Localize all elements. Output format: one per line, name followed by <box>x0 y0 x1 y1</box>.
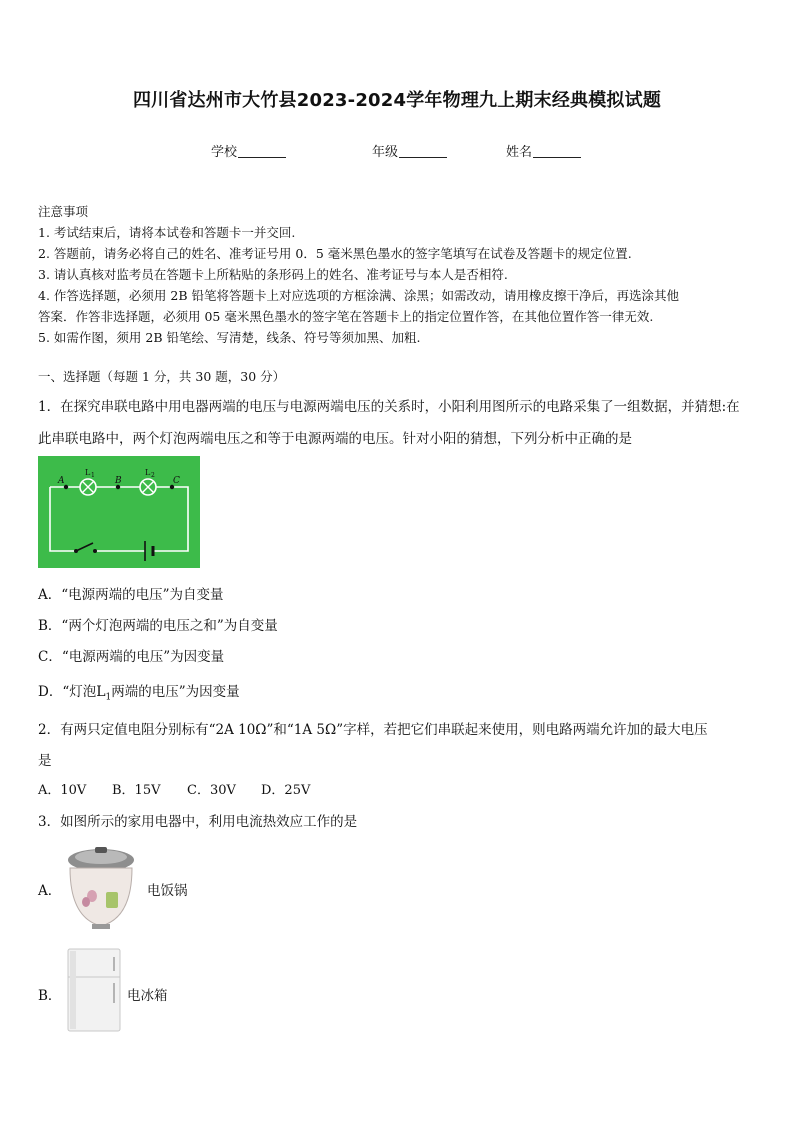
page-title: 四川省达州市大竹县2023-2024学年物理九上期末经典模拟试题 <box>132 90 662 111</box>
q1-option-d[interactable] <box>38 680 240 703</box>
circuit-diagram <box>38 456 200 568</box>
note-item: 2. 答题前，请务必将自己的姓名、准考证号用 0．5 毫米黑色墨水的签字笔填写在试卷及答题卡的规定位置. <box>38 246 632 261</box>
point-a-label: A <box>58 476 65 486</box>
grade-field <box>372 141 447 160</box>
q1-option-d-symbol: L <box>96 684 106 700</box>
name-field <box>506 141 581 160</box>
rice-cooker-base <box>92 924 110 929</box>
rice-cooker-icon[interactable] <box>62 842 140 932</box>
q2-option-d[interactable]: D．25V <box>261 783 311 798</box>
note-item: 4. 作答选择题，必须用 2B 铅笔将答题卡上对应选项的方框涂满、涂黑；如需改动，请用橡皮擦干净后，再选涂其他 <box>38 288 679 303</box>
q1-option-d-subscript: 1 <box>105 692 112 703</box>
lamp2-subscript: 2 <box>151 472 155 479</box>
q1-text-line2: 此串联电路中，两个灯泡两端电压之和等于电源两端的电压。针对小阳的猜想，下列分析中正确的是 <box>38 431 632 447</box>
lamp1-label: L <box>85 468 91 477</box>
q1-option-c[interactable]: C．“电源两端的电压”为因变量 <box>38 649 225 665</box>
point-c-label: C <box>173 476 180 486</box>
name-label: 姓名 <box>506 145 533 160</box>
school-field <box>211 141 286 160</box>
note-item: 5. 如需作图，须用 2B 铅笔绘、写清楚，线条、符号等须加黑、加粗. <box>38 330 421 345</box>
q3-option-a-key[interactable]: A． <box>38 883 62 899</box>
rice-cooker-flower <box>82 897 90 907</box>
q3-option-b-label: 电冰箱 <box>127 988 168 1004</box>
q2-text-line1: 2．有两只定值电阻分别标有“2A 10Ω”和“1A 5Ω”字样，若把它们串联起来使用，则电路两端允许加的最大电压 <box>38 722 708 738</box>
notes-block <box>38 201 758 348</box>
note-item: 答案．作答非选择题，必须用 05 毫米黑色墨水的签字笔在答题卡上的指定位置作答，在其他位置作答一律无效. <box>38 309 654 324</box>
point-b-label: B <box>115 476 122 486</box>
school-blank[interactable] <box>238 145 286 158</box>
rice-cooker-panel <box>106 892 118 908</box>
rice-cooker-body <box>70 868 132 926</box>
name-blank[interactable] <box>533 145 581 158</box>
grade-label: 年级 <box>372 145 399 160</box>
school-label: 学校 <box>211 145 238 160</box>
q2-option-b[interactable]: B．15V <box>112 783 161 798</box>
section-heading: 一、选择题（每题 1 分，共 30 题，30 分） <box>38 369 286 384</box>
refrigerator-icon[interactable] <box>66 947 122 1033</box>
q3-option-a-label: 电饭锅 <box>147 883 188 899</box>
lamp2-label: L <box>145 468 151 477</box>
q2-option-a[interactable]: A．10V <box>38 783 87 798</box>
q1-text-line1: 1．在探究串联电路中用电器两端的电压与电源两端电压的关系时，小阳利用图所示的电路采集了一组数据，并猜想:在 <box>38 399 740 415</box>
q2-text-line2: 是 <box>38 753 52 769</box>
note-item: 1. 考试结束后，请将本试卷和答题卡一并交回. <box>38 225 296 240</box>
q2-options <box>38 779 310 798</box>
switch-contact <box>93 549 97 553</box>
lamp1-subscript: 1 <box>91 472 95 479</box>
q1-option-d-prefix: D．“灯泡 <box>38 684 97 700</box>
grade-blank[interactable] <box>399 145 447 158</box>
q1-option-a[interactable]: A．“电源两端的电压”为自变量 <box>38 587 224 603</box>
q3-option-b-key[interactable]: B． <box>38 988 62 1004</box>
refrigerator-side <box>70 951 76 1029</box>
notes-heading: 注意事项 <box>38 204 89 219</box>
q1-option-d-suffix: 两端的电压”为因变量 <box>111 684 240 700</box>
note-item: 3. 请认真核对监考员在答题卡上所粘贴的条形码上的姓名、准考证号与本人是否相符. <box>38 267 508 282</box>
q1-option-b[interactable]: B．“两个灯泡两端的电压之和”为自变量 <box>38 618 278 634</box>
rice-cooker-knob <box>95 847 107 853</box>
q3-text-line1: 3．如图所示的家用电器中，利用电流热效应工作的是 <box>38 814 358 830</box>
q2-option-c[interactable]: C．30V <box>187 783 236 798</box>
